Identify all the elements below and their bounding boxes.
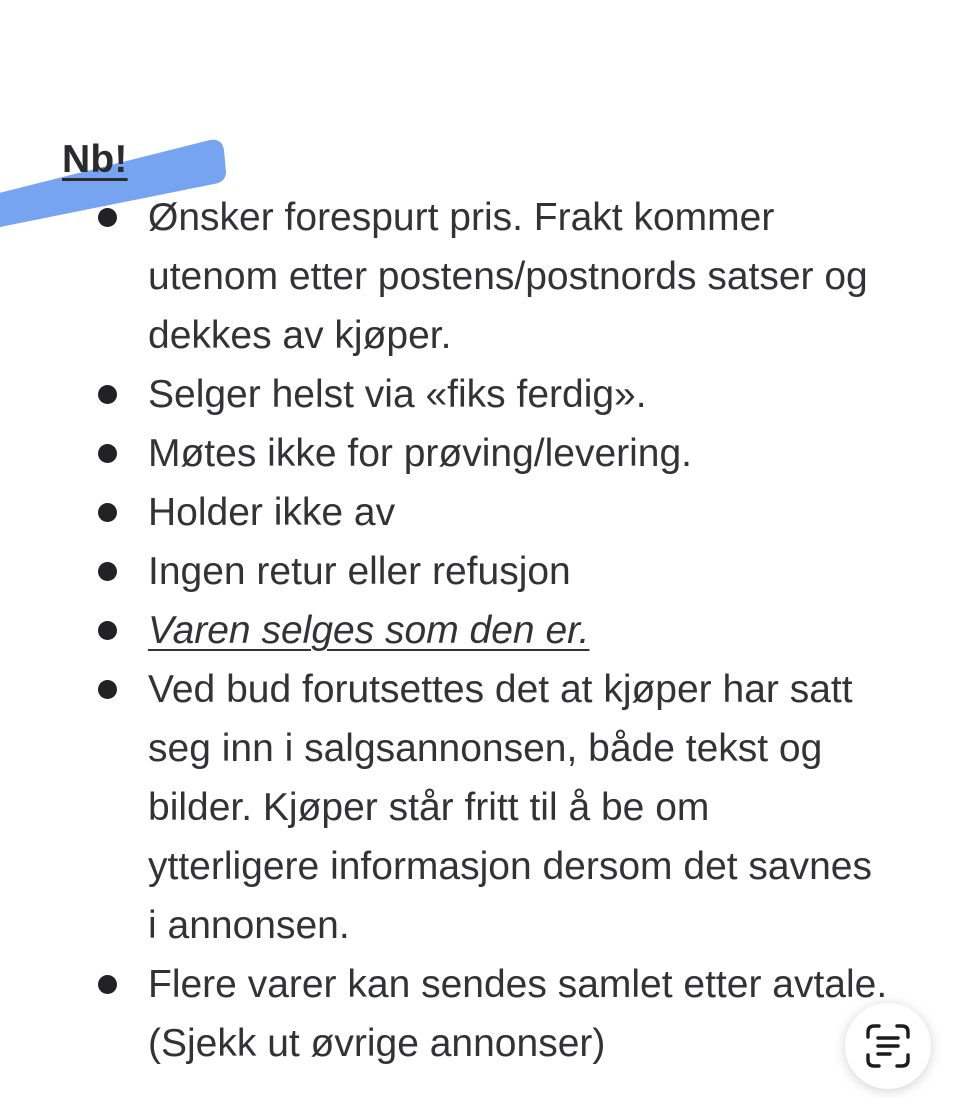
list-item: [0, 365, 960, 424]
list-item-text: Holder ikke av: [148, 491, 396, 534]
list-item-text: Ønsker forespurt pris. Frakt kommer utenom etter postens/postnords satser og dekkes av kjøper.: [148, 196, 868, 357]
notes-bullet-list: [0, 188, 960, 1073]
bullet-icon: [98, 562, 117, 581]
bullet-icon: [98, 208, 117, 227]
list-item: [0, 660, 960, 955]
list-item: [0, 483, 960, 542]
note-heading: Nb!: [62, 138, 128, 181]
list-item: [0, 188, 960, 365]
live-text-button[interactable]: [845, 1003, 931, 1089]
bullet-icon: [98, 680, 117, 699]
list-item-text: Ved bud forutsettes det at kjøper har satt seg inn i salgsannonsen, både tekst og bilder. Kjøper står fritt til å be om ytterligere informasjon dersom det savnes i annonsen.: [148, 668, 872, 947]
bullet-icon: [98, 621, 117, 640]
live-text-scan-icon: [864, 1022, 912, 1070]
bullet-icon: [98, 503, 117, 522]
list-item-text: Flere varer kan sendes samlet etter avtale. (Sjekk ut øvrige annonser): [148, 963, 888, 1065]
list-item: [0, 542, 960, 601]
bullet-icon: [98, 975, 117, 994]
list-item-text: Ingen retur eller refusjon: [148, 550, 571, 593]
list-item-text-emphasized: Varen selges som den er.: [148, 609, 590, 652]
bullet-icon: [98, 385, 117, 404]
list-item-text: Selger helst via «fiks ferdig».: [148, 373, 647, 416]
bullet-icon: [98, 444, 117, 463]
list-item: [0, 955, 960, 1073]
list-item: [0, 424, 960, 483]
list-item: [0, 601, 960, 660]
list-item-text: Møtes ikke for prøving/levering.: [148, 432, 693, 475]
